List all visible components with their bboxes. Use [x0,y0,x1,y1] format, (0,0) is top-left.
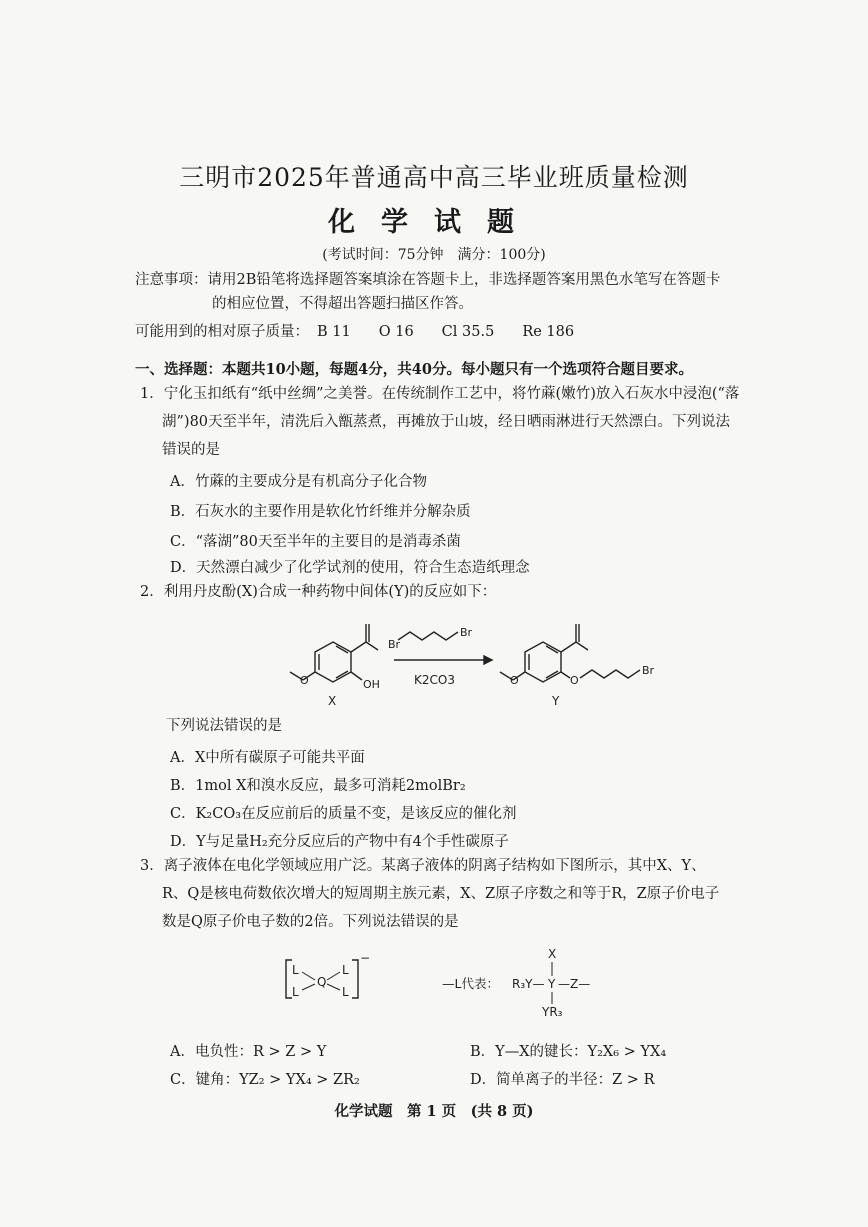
dibromobutane [398,632,458,640]
y-ring-oxygen: O [510,674,519,687]
y-label: Y [552,694,560,708]
subject-title: 化学试题 [328,207,540,238]
l-bottom-group: YR₃ [542,1005,563,1019]
q2-reaction-scheme [270,608,670,712]
q1-option-b: B．石灰水的主要作用是软化竹纤维并分解杂质 [170,504,471,520]
q3-option-c: C．键角：YZ₂ > YX₄ > ZR₂ [170,1072,360,1088]
section-heading: 一、选择题：本题共10小题，每题4分，共40分。每小题只有一个选项符合题目要求。 [135,361,693,378]
q2-stem: 2．利用丹皮酚(X)合成一种药物中间体(Y)的反应如下： [140,584,497,600]
notice-line-1: 注意事项：请用2B铅笔将选择题答案填涂在答题卡上，非选择题答案用黑色水笔写在答题卡 [135,272,721,288]
q2-option-d: D．Y与足量H₂充分反应后的产物中有4个手性碳原子 [170,834,509,850]
anion-l-top-right: L [342,963,349,977]
l-formula-right: —Z— [558,977,591,991]
anion-l-bottom-right: L [342,985,349,999]
reagent-br-left: Br [388,638,401,651]
anion-bracket-right [352,960,358,998]
q1-stem-line-3: 错误的是 [162,442,220,458]
reagent-br-right: Br [460,626,473,639]
q1-option-d: D．天然漂白减少了化学试剂的使用，符合生态造纸理念 [170,560,530,576]
l-represents-label: —L代表： [442,976,499,991]
q3-stem-line-1: 3．离子液体在电化学领域应用广泛。某离子液体的阴离子结构如下图所示，其中X、Y、 [140,858,706,874]
q2-option-c: C．K₂CO₃在反应前后的质量不变，是该反应的催化剂 [170,806,517,822]
anion-q-center: Q [317,975,327,989]
notice-line-2: 的相应位置，不得超出答题扫描区作答。 [212,296,473,312]
q3-option-d: D．简单离子的半径：Z > R [470,1072,655,1088]
x-oh-label: OH [363,678,380,691]
anion-l-top-left: L [292,963,299,977]
q3-stem-line-3: 数是Q原子价电子数的2倍。下列说法错误的是 [162,914,459,930]
q1-stem-line-2: 湖”)80天至半年，清洗后入甑蒸煮，再摊放于山坡，经日晒雨淋进行天然漂白。下列说法 [162,414,731,430]
y-ether-oxygen: O [570,674,579,687]
q2-option-b: B．1mol X和溴水反应，最多可消耗2molBr₂ [170,778,466,794]
q3-option-b: B．Y—X的键长：Y₂X₆ > YX₄ [470,1044,667,1060]
atomic-mass-cl: Cl 35.5 [441,324,495,340]
q1-option-c: C．“落湖”80天至半年的主要目的是消毒杀菌 [170,534,461,550]
l-formula-left: R₃Y— [512,977,545,991]
q1-option-a: A．竹蔴的主要成分是有机高分子化合物 [170,474,427,490]
q2-prompt: 下列说法错误的是 [166,718,282,734]
atomic-mass-o: O 16 [378,324,414,340]
q2-option-a: A．X中所有碳原子可能共平面 [170,750,365,766]
q3-option-a: A．电负性：R > Z > Y [170,1044,327,1060]
l-formula-center: Y [548,977,556,991]
x-ring-oxygen: O [300,674,309,687]
reaction-arrow [394,656,492,664]
q3-anion-structure [280,944,620,1020]
atomic-masses [135,322,574,342]
anion-charge: − [360,951,371,965]
q3-stem-line-2: R、Q是核电荷数依次增大的短周期主族元素，X、Z原子序数之和等于R，Z原子价电子 [162,886,720,902]
x-label: X [328,694,337,708]
atomic-masses-label: 可能用到的相对原子质量： [135,324,309,340]
catalyst-label: K2CO3 [414,673,455,687]
exam-title: 三明市2025年普通高中高三毕业班质量检测 [179,163,689,192]
atomic-mass-b: B 11 [317,324,351,340]
l-top-atom: X [548,947,557,961]
page-footer: 化学试题 第 1 页 (共 8 页) [334,1103,534,1120]
atomic-mass-re: Re 186 [522,324,575,340]
exam-info: (考试时间：75分钟 满分：100分) [322,247,546,263]
q1-stem-line-1: 1．宁化玉扣纸有“纸中丝绸”之美誉。在传统制作工艺中，将竹蔴(嫩竹)放入石灰水中浸泡(“落 [140,386,740,402]
anion-l-bottom-left: L [292,985,299,999]
y-br-label: Br [642,664,655,677]
